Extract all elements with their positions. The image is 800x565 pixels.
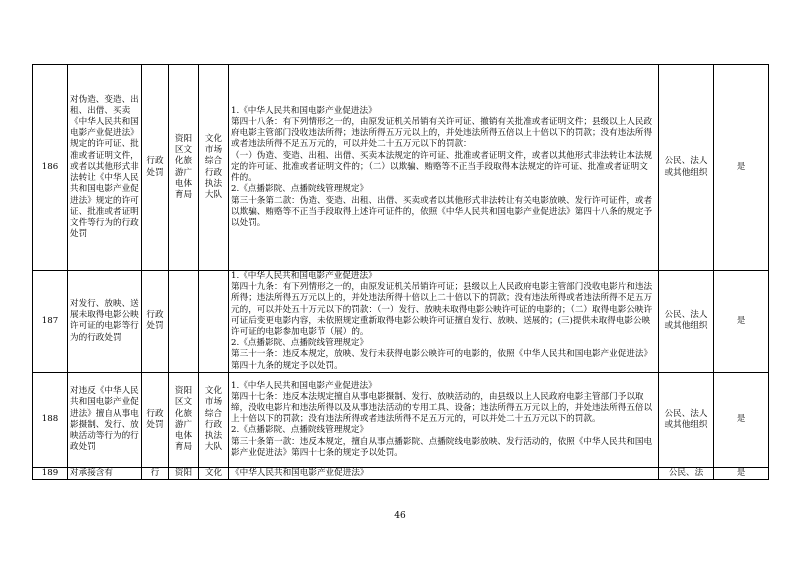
- subject: 公民、法: [659, 467, 714, 479]
- executing-agency: 文化市场综合行政执法大队: [199, 65, 229, 271]
- table-row: [33, 65, 769, 271]
- implementing-dept: 资阳: [169, 467, 199, 479]
- executing-agency: 文化市场综合行政执法大队: [199, 372, 229, 467]
- legal-basis: [229, 271, 659, 373]
- basis-line: 2.《点播影院、点播院线管理规定》: [231, 184, 369, 195]
- basis-line: 第四十七条：违反本法规定擅自从事电影摄制、发行、放映活动的，由县级以上人民政府电影主管部门予以取缔，没收电影片和违法所得以及从事违法活动的专用工具、设备；违法所得五万元以上的，并处违法所得五倍以上十倍以下的罚款；没有违法所得或者违法所得不足五万元的，可以并处二十五万元以下的罚款。: [231, 391, 653, 425]
- flag: 是: [714, 271, 769, 373]
- basis-line: 1.《中华人民共和国电影产业促进法》: [231, 271, 377, 281]
- basis-line: 第三十条第二款：伪造、变造、出租、出借、买卖或者以其他形式非法转让有关电影放映、发行许可证件，或者以欺骗、贿赂等不正当手段取得上述许可证件的，依照《中华人民共和国电影产业促进法》第四十八条的规定予以处罚。: [231, 195, 653, 228]
- item-type: 行: [142, 467, 169, 479]
- basis-line: 2.《点播影院、点播院线管理规定》: [231, 338, 369, 349]
- page-number: 46: [394, 511, 406, 521]
- row-number: 186: [33, 65, 68, 271]
- implementing-dept: 资阳区文化旅游广电体育局: [169, 65, 199, 271]
- item-name: 对伪造、变造、出租、出借、买卖《中华人民共和国电影产业促进法》规定的许可证、批准或者证明文件，或者以其他形式非法转让《中华人民共和国电影产业促进法》规定的许可证、批准或者证明文件等行为的行政处罚: [68, 65, 142, 271]
- basis-line: （一）伪造、变造、出租、出借、买卖本法规定的许可证、批准或者证明文件，或者以其他形式非法转让本法规定的许可证、批准或者证明文件的；（二）以欺骗、贿赂等不正当手段取得本法规定的许可证、批准或者证明文件的。: [231, 150, 653, 184]
- flag: 是: [714, 65, 769, 271]
- implementing-dept: 资阳区文化旅游广电体育局: [169, 372, 199, 467]
- table-row: [33, 467, 769, 479]
- implementing-dept: [169, 271, 199, 373]
- item-name: 对发行、放映、送展未取得电影公映许可证的电影等行为的行政处罚: [68, 271, 142, 373]
- legal-basis: [229, 467, 659, 479]
- row-number: 188: [33, 372, 68, 467]
- basis-line: 《中华人民共和国电影产业促进法》: [231, 467, 369, 478]
- basis-line: 1.《中华人民共和国电影产业促进法》: [231, 380, 377, 391]
- item-name: 对违反《中华人民共和国电影产业促进法》擅自从事电影摄制、发行、放映活动等行为的行政处罚: [68, 372, 142, 467]
- executing-agency: 文化: [199, 467, 229, 479]
- flag: 是: [714, 372, 769, 467]
- legal-basis: [229, 65, 659, 271]
- item-name: 对承接含有: [68, 467, 142, 479]
- flag: 是: [714, 467, 769, 479]
- basis-line: 第三十条第一款：违反本规定，擅自从事点播影院、点播院线电影放映、发行活动的，依照《中华人民共和国电影产业促进法》第四十七条的规定予以处罚。: [231, 436, 653, 458]
- legal-basis: [229, 372, 659, 467]
- basis-line: 2.《点播影院、点播院线管理规定》: [231, 425, 369, 436]
- subject: 公民、法人或其他组织: [659, 65, 714, 271]
- basis-line: 第三十一条：违反本规定，放映、发行未获得电影公映许可的电影的，依照《中华人民共和国电影产业促进法》第四十九条的规定予以处罚。: [231, 349, 653, 371]
- item-type: 行政处罚: [142, 372, 169, 467]
- row-number: 189: [33, 467, 68, 479]
- item-type: 行政处罚: [142, 65, 169, 271]
- table-row: [33, 372, 769, 467]
- subject: 公民、法人或其他组织: [659, 271, 714, 373]
- basis-line: 第四十九条：有下列情形之一的，由原发证机关吊销许可证；县级以上人民政府电影主管部门没收电影片和违法所得；违法所得五万元以上的，并处违法所得十倍以上二十倍以下的罚款；没有违法所得或者违法所得不足五万元的，可以并处五十万元以下的罚款：（一）发行、放映未取得电影公映许可证的电影的；（二）取得电影公映许可证后变更电影内容，未依照规定重新取得电影公映许可证擅自发行、放映、送展的；(三)提供未取得电影公映许可证的电影参加电影节（展）的。: [231, 282, 653, 338]
- basis-line: 1.《中华人民共和国电影产业促进法》: [231, 105, 377, 116]
- subject: 公民、法人或其他组织: [659, 372, 714, 467]
- penalty-table: [32, 64, 769, 480]
- executing-agency: [199, 271, 229, 373]
- table-row: [33, 271, 769, 373]
- item-type: 行政处罚: [142, 271, 169, 373]
- basis-line: 第四十八条：有下列情形之一的，由原发证机关吊销有关许可证、撤销有关批准或者证明文件；县级以上人民政府电影主管部门没收违法所得；违法所得五万元以上的，并处违法所得五倍以上十倍以下的罚款；没有违法所得或者违法所得不足五万元的，可以并处二十五万元以下的罚款：: [231, 117, 653, 150]
- row-number: 187: [33, 271, 68, 373]
